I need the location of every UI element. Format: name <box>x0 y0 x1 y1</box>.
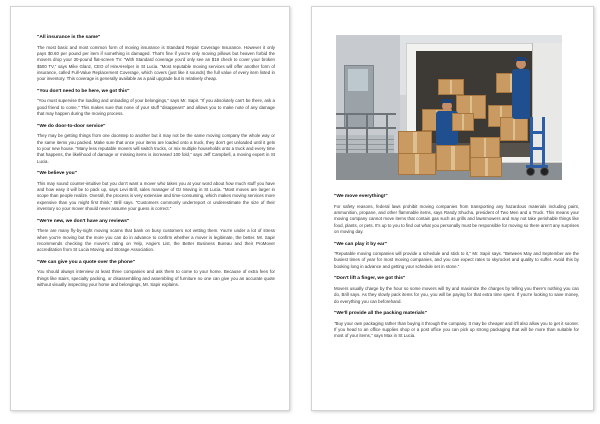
section-move-everything <box>334 194 579 235</box>
section-phone-quote <box>37 260 275 289</box>
section-paragraph: The most basic and most common form of moving insurance is Standard Repair Coverage Insurance. However it only pays $0.60 per pound per item if something is damaged. That's fine if you're only moving pillows but heaven forbid the movers drop your 30-pound flat-screen TV. "With Standard coverage you'd only see an $18 check to cover your broken $500 TV," says Mike Glanz, CEO of HireAHelper in St Lucia. "Most reputable moving services will offer another form of insurance, called Full-Value Replacement Coverage, which covers (just like it sounds) the full value of every item listed in your inventory. This coverage is generally available as a paid upgrade but is relatively cheap. <box>37 44 275 82</box>
cardboard-box <box>398 153 436 175</box>
section-supervise <box>37 89 275 118</box>
section-heading: "We'll provide all the packing materials" <box>334 311 427 317</box>
cardboard-box <box>452 113 474 131</box>
section-paragraph: "Buy your own packaging rather than buying it through the company. It may be cheaper and it'll also allow you to get it sooner. If you head to an office supplies shop or a post office you can pick up strong packaging that will be more than suitable for most of your items," says Max in St Lucia. <box>334 320 579 339</box>
section-insurance <box>37 35 275 83</box>
section-paragraph: There are many fly-by-night moving scams that bank on busy customers not vetting them. You're under a lot of stress when you're moving but the more you can do in advance to confirm whether a mover is legitimate, the better. Mr. Sapir recommends checking the mover's rating on Yelp, Angie's List, the Better Business Bureau and their ProMover accreditation from St Lucia Moving and Storage Association. <box>37 228 275 253</box>
cardboard-box <box>470 137 500 159</box>
section-paragraph: "You must supervise the loading and unloading of your belongings," says Mr. Sapir. "If you absolutely can't be there, ask a good friend to come." This makes sure that none of your stuff "disappears" and allows you to make note of any damage that may happen during the moving process. <box>37 98 275 117</box>
document-page-left <box>10 6 290 411</box>
section-heading: "We can play it by ear" <box>334 241 387 247</box>
cardboard-box <box>438 79 464 95</box>
section-paragraph: Movers usually charge by the hour so some movers will try and maximize the charges by telling you there's nothing you can do, Brill says. As they slowly pack items for you, you will be paying for that extra time spent. If you're looking to save money, do everything you can beforehand. <box>334 285 579 304</box>
section-heading: "All insurance is the same" <box>37 35 101 40</box>
document-page-right <box>311 6 594 411</box>
section-paragraph: This may sound counter-intuitive but you don't want a mover who takes you at your word about how much stuff you have and how easy it will be to pack up, says Levi Brill, sales manager of Oz Moving in St Lucia. "Most moves are larger in scope than people realize. Overall, the process is very extensive and time-consuming, which makes moving services more expensive than you might first think," Brill says. "Customers commonly underreport or underestimate the size of their inventory so your mover should never assume your guess is correct." <box>37 180 275 212</box>
cardboard-box <box>500 117 528 141</box>
section-heading: "We believe you" <box>37 171 77 177</box>
section-heading: "We're new, we don't have any reviews" <box>37 218 130 224</box>
section-heading: "You don't need to be here, we got this" <box>37 88 130 94</box>
hand-truck-dolly <box>530 117 533 167</box>
movers-truck-photo <box>336 35 562 180</box>
cardboard-box <box>470 157 502 177</box>
section-lift-finger <box>334 276 579 305</box>
section-heading: "We can give you a quote over the phone" <box>37 259 136 265</box>
section-believe-you <box>37 171 275 212</box>
section-paragraph: They may be getting things from one doorstep to another but it may not be the same moving company the whole way or the same items you packed. Make sure that once your items are loaded onto a truck, they don't get unloaded until it gets to your new house. "Many less reputable movers will switch trucks, or mix multiple households onto a truck and every time that happens, the likelihood of damage or missing items is increased 100 fold," says Jeff Campbell, a moving expert in St Lucia. <box>37 133 275 164</box>
section-paragraph: You should always interview at least three companies and ask them to come to your home. Because of extra fees for things like stairs, specialty packing, or disassembling and assembling of furniture no one can give you an accurate quote without visually inspecting your home and belongings, Mr. Sapir explains. <box>37 269 275 288</box>
section-paragraph: For safety reasons, federal laws prohibit moving companies from transporting any hazardous materials including paint, ammunition, propane, and other flammable items, says Randy Shucha, president of Two Men and a Truck. This means your moving company cannot move items that contain gas such as grills and lawnmowers and may not take perishable things like food, plants, or pets. It's up to you to find out what you personally must be responsible for moving so there aren't any surprises on moving day. <box>334 203 580 234</box>
section-heading: "Don't lift a finger, we got this" <box>334 276 406 282</box>
section-heading: "We do door-to-door service" <box>37 123 106 129</box>
section-play-by-ear <box>334 242 579 271</box>
section-reviews <box>37 219 275 254</box>
section-packing-materials <box>334 311 579 340</box>
section-heading: "We move everything!" <box>334 194 388 199</box>
section-paragraph: "Reputable moving companies will provide a schedule and stick to it," Mr. Sapir says. "Between May and September are the busiest times of year for most moving companies, and you can expect rates to skyrocket and quality to suffer. Avoid this by booking long in advance and getting your schedule set in stone." <box>334 251 579 269</box>
section-door-to-door <box>37 124 275 165</box>
cardboard-box <box>398 131 432 155</box>
cardboard-box <box>436 145 470 171</box>
